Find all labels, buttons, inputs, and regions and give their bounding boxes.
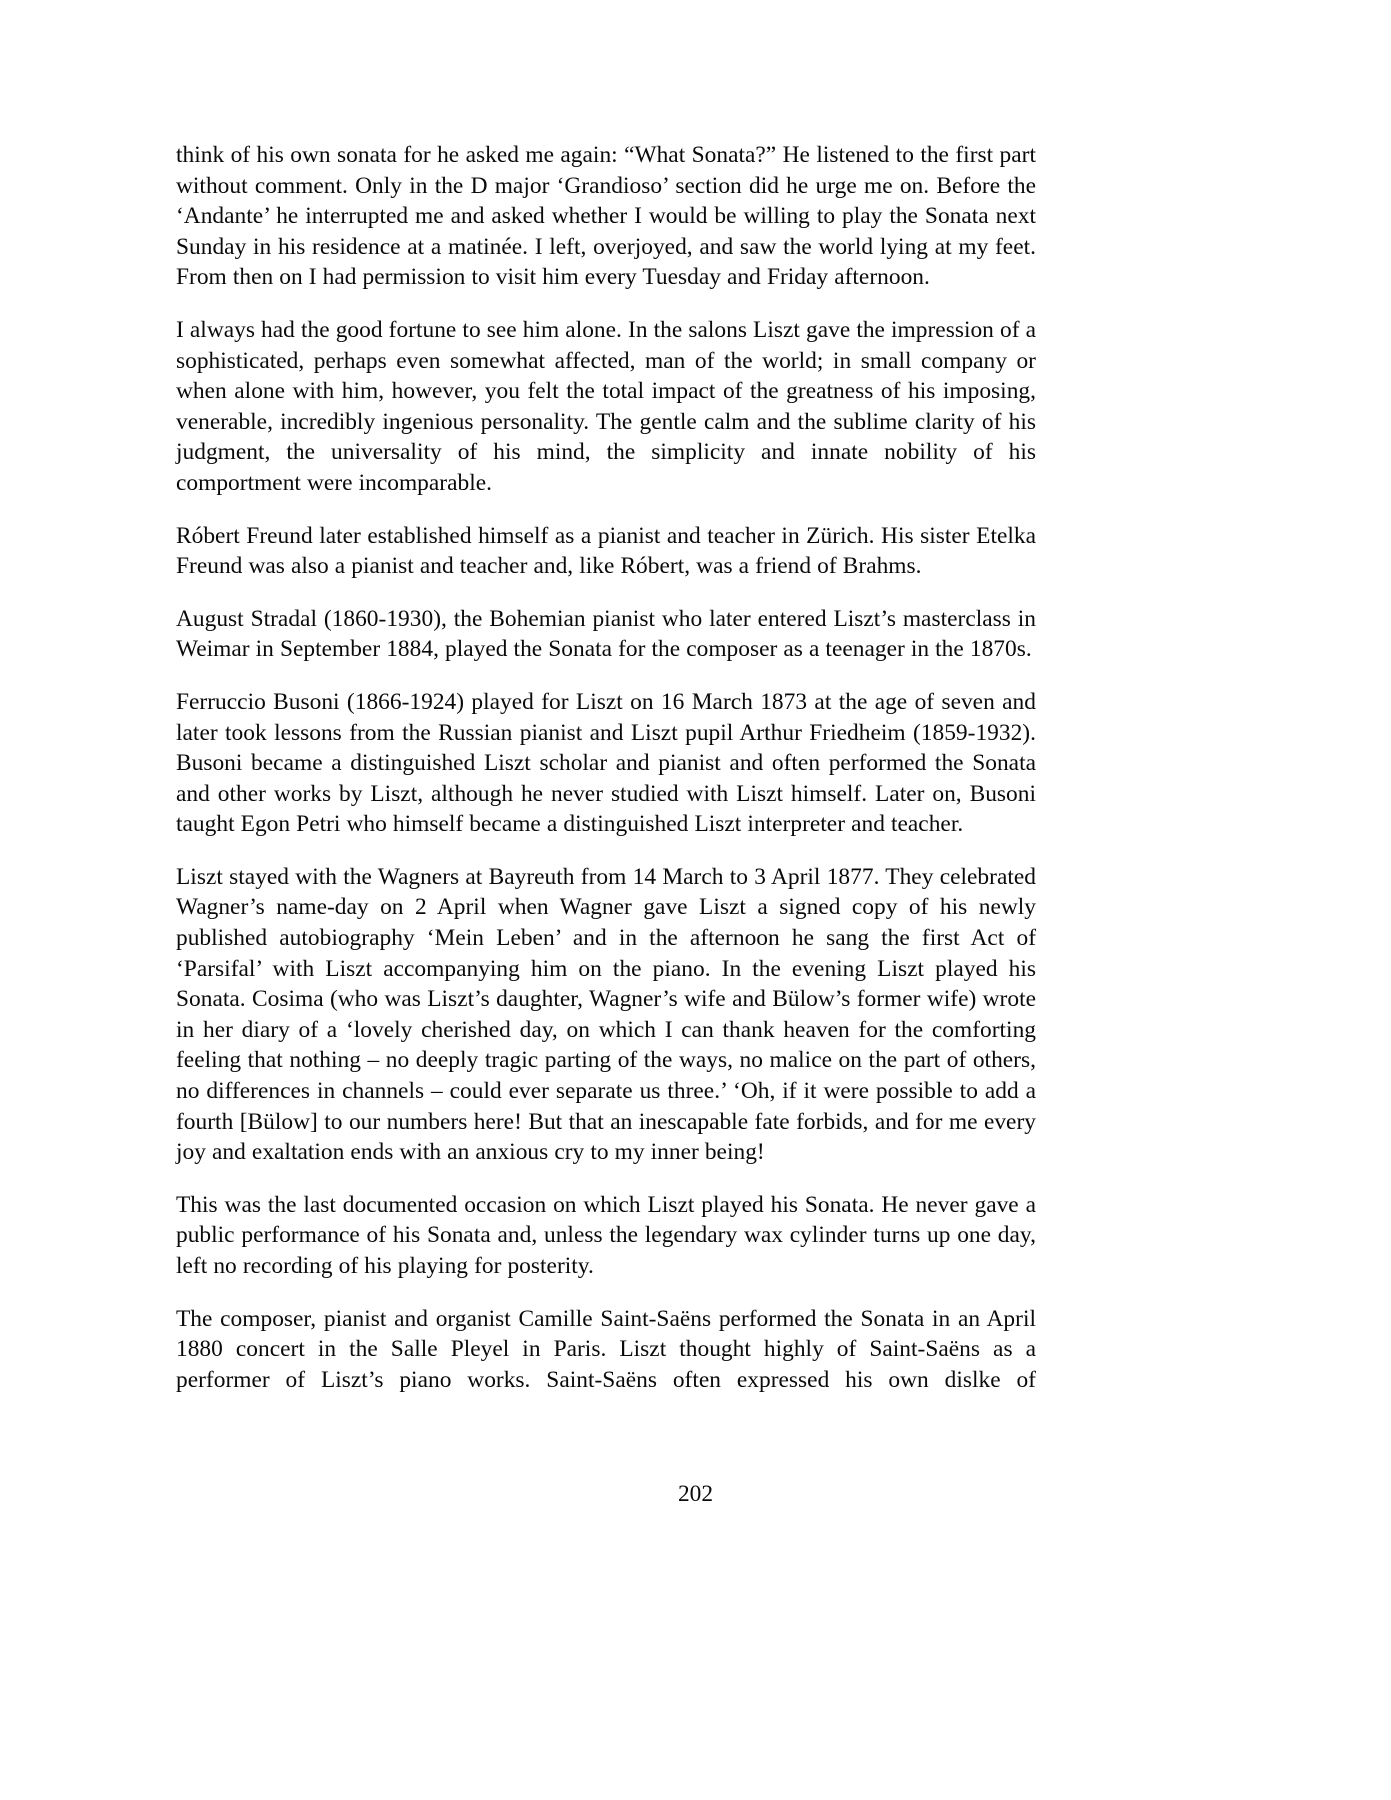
- paragraph-7: This was the last documented occasion on which Liszt played his Sonata. He never gave a public performance of his Sonata and, unless the legendary wax cylinder turns up one day, left no recording of his playing for posterity.: [176, 1191, 1036, 1279]
- paragraph-3: Róbert Freund later established himself as a pianist and teacher in Zürich. His sister Etelka Freund was also a pianist and teacher and, like Róbert, was a friend of Brahms.: [176, 522, 1036, 580]
- paragraph-8-text: The composer, pianist and organist Camille Saint-Saëns performed the Sonata in an April 1880 concert in the Salle Pleyel in Paris. Liszt thought highly of Saint-Saëns as a performer of Liszt’s piano works. Saint-Saëns often expressed his own dislke of: [176, 1305, 1036, 1393]
- paragraph-5: Ferruccio Busoni (1866-1924) played for Liszt on 16 March 1873 at the age of seven and later took lessons from the Russian pianist and Liszt pupil Arthur Friedheim (1859-1932). Busoni became a distinguished Liszt scholar and pianist and often performed the Sonata and other works by Liszt, although he never studied with Liszt himself. Later on, Busoni taught Egon Petri who himself became a distinguished Liszt interpreter and teacher.: [176, 688, 1036, 838]
- paragraph-2: I always had the good fortune to see him alone. In the salons Liszt gave the impression of a sophisticated, perhaps even somewhat affected, man of the world; in small company or when alone with him, however, you felt the total impact of the greatness of his imposing, venerable, incredibly ingenious personality. The gentle calm and the sublime clarity of his judgment, the universality of his mind, the simplicity and innate nobility of his comportment were incomparable.: [176, 316, 1036, 496]
- paragraph-8: [176, 1304, 1036, 1426]
- paragraph-6: Liszt stayed with the Wagners at Bayreuth from 14 March to 3 April 1877. They celebrated Wagner’s name-day on 2 April when Wagner gave Liszt a signed copy of his newly published autobiography ‘Mein Leben’ and in the afternoon he sang the first Act of ‘Parsifal’ with Liszt accompanying him on the piano. In the evening Liszt played his Sonata. Cosima (who was Liszt’s daughter, Wagner’s wife and Bülow’s former wife) wrote in her diary of a ‘lovely cherished day, on which I can thank heaven for the comforting feeling that nothing – no deeply tragic parting of the ways, no malice on the part of others, no differences in channels – could ever separate us three.’ ‘Oh, if it were possible to add a fourth [Bülow] to our numbers here! But that an inescapable fate forbids, and for me every joy and exaltation ends with an anxious cry to my inner being!: [176, 863, 1036, 1166]
- paragraph-4: August Stradal (1860-1930), the Bohemian pianist who later entered Liszt’s masterclass in Weimar in September 1884, played the Sonata for the composer as a teenager in the 1870s.: [176, 605, 1036, 663]
- body-text-column: [176, 140, 1036, 1426]
- paragraph-1: think of his own sonata for he asked me again: “What Sonata?” He listened to the first part without comment. Only in the D major ‘Grandioso’ section did he urge me on. Before the ‘Andante’ he interrupted me and asked whether I would be willing to play the Sonata next Sunday in his residence at a matinée. I left, overjoyed, and saw the world lying at my feet. From then on I had permission to visit him every Tuesday and Friday afternoon.: [176, 142, 1036, 291]
- page-number: 202: [677, 1481, 714, 1507]
